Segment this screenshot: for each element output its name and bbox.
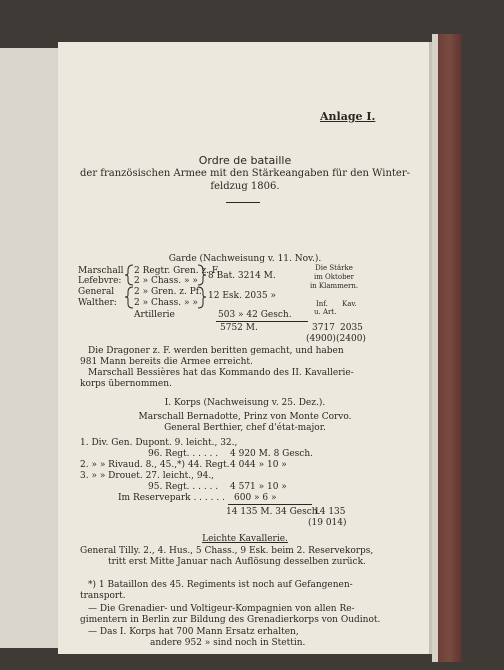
korps-total: 14 135 M. 34 Gesch.: [226, 507, 321, 517]
commander-line: Walther:: [78, 298, 117, 308]
unit-brace: [196, 264, 208, 310]
garde-remark: korps übernommen.: [80, 379, 172, 389]
division-line: 1. Div. Gen. Dupont. 9. leicht., 32.,: [80, 438, 238, 448]
reserve-park-line: Im Reservepark . . . . . .: [118, 493, 225, 503]
garde-infantry: 8 Bat. 3214 M.: [208, 271, 276, 281]
garde-heading: Garde (Nachweisung v. 11. Nov.).: [168, 254, 322, 264]
korps-total-october: (19 014): [308, 518, 347, 528]
strength-note: im Oktober: [313, 273, 355, 281]
footnote-line: andere 952 » sind noch in Stettin.: [150, 638, 306, 648]
book-cover-edge: [432, 34, 462, 662]
light-cavalry-heading: Leichte Kavallerie.: [202, 534, 288, 544]
annex-label: Anlage I.: [320, 110, 376, 123]
commander-line: General: [78, 287, 115, 297]
garde-sum-rule: [216, 321, 308, 322]
facing-page-edge: [0, 48, 62, 648]
korps-commander: Marschall Bernadotte, Prinz von Monte Corvo.: [138, 412, 352, 422]
footnote-line: transport.: [80, 591, 126, 601]
division-line: 95. Regt. . . . . .: [148, 482, 219, 492]
commander-brace: [124, 264, 136, 310]
commander-line: Lefebvre:: [78, 276, 122, 286]
document-subtitle-line-1: der französischen Armee mit den Stärkeangaben für den Winter-: [80, 168, 410, 179]
column-head-inf: Inf.: [316, 300, 328, 308]
footnote-line: — Das I. Korps hat 700 Mann Ersatz erhalten,: [88, 627, 299, 637]
division-strength: 4 920 M. 8 Gesch.: [230, 449, 313, 459]
artillery-value: 503 » 42 Gesch.: [218, 310, 292, 320]
korps-sum-rule: [228, 504, 312, 505]
footnote-line: *) 1 Bataillon des 45. Regiments ist noch auf Gefangenen-: [88, 580, 353, 590]
korps-chief-of-staff: General Berthier, chef d'état-major.: [164, 423, 326, 433]
garde-total-inf: 3717: [312, 323, 335, 333]
document-page: [58, 42, 432, 654]
title-divider: [226, 202, 260, 203]
commander-line: Marschall: [78, 266, 124, 276]
footnote-line: — Die Grenadier- und Voltigeur-Kompagnien von allen Re-: [88, 604, 355, 614]
garde-october-kav: (2400): [336, 334, 366, 344]
strength-note: Die Stärke: [315, 264, 353, 272]
document-title: Ordre de bataille: [198, 154, 292, 167]
strength-note: in Klammern.: [309, 282, 359, 290]
division-strength: 4 571 » 10 »: [230, 482, 287, 492]
division-line: 96. Regt. . . . . .: [148, 449, 219, 459]
reserve-park-strength: 600 » 6 »: [234, 493, 277, 503]
footnote-line: gimentern in Berlin zur Bildung des Grenadierkorps von Oudinot.: [80, 615, 381, 625]
unit-line: 2 » Chass. » »: [134, 276, 198, 286]
artillery-label: Artillerie: [134, 310, 175, 320]
light-cavalry-line: General Tilly. 2., 4. Hus., 5 Chass., 9 Esk. beim 2. Reservekorps,: [80, 546, 374, 556]
garde-remark: 981 Mann bereits die Armee erreicht.: [80, 357, 253, 367]
garde-cavalry: 12 Esk. 2035 »: [208, 291, 276, 301]
garde-october-inf: (4900): [306, 334, 336, 344]
unit-line: 2 » Chass. » »: [134, 298, 198, 308]
column-head-art: u. Art.: [314, 308, 337, 316]
unit-line: 2 Regtr. Gren. z. F.: [134, 266, 220, 276]
division-strength: 4 044 » 10 »: [230, 460, 287, 470]
division-line: 2. » » Rivaud. 8., 45.,*) 44. Regt.: [80, 460, 230, 470]
garde-total: 5752 M.: [220, 323, 258, 333]
korps-heading: I. Korps (Nachweisung v. 25. Dez.).: [164, 398, 326, 408]
light-cavalry-line: tritt erst Mitte Januar nach Auflösung desselben zurück.: [108, 557, 366, 567]
division-line: 3. » » Drouet. 27. leicht., 94.,: [80, 471, 215, 481]
column-head-kav: Kav.: [342, 300, 357, 308]
korps-total-right: 14 135: [314, 507, 346, 517]
garde-remark: Marschall Bessières hat das Kommando des II. Kavallerie-: [88, 368, 354, 378]
document-subtitle-line-2: feldzug 1806.: [210, 181, 280, 192]
garde-remark: Die Dragoner z. F. werden beritten gemacht, und haben: [88, 346, 344, 356]
unit-line: 2 » Gren. z. Pf.: [134, 287, 202, 297]
garde-total-kav: 2035: [340, 323, 363, 333]
